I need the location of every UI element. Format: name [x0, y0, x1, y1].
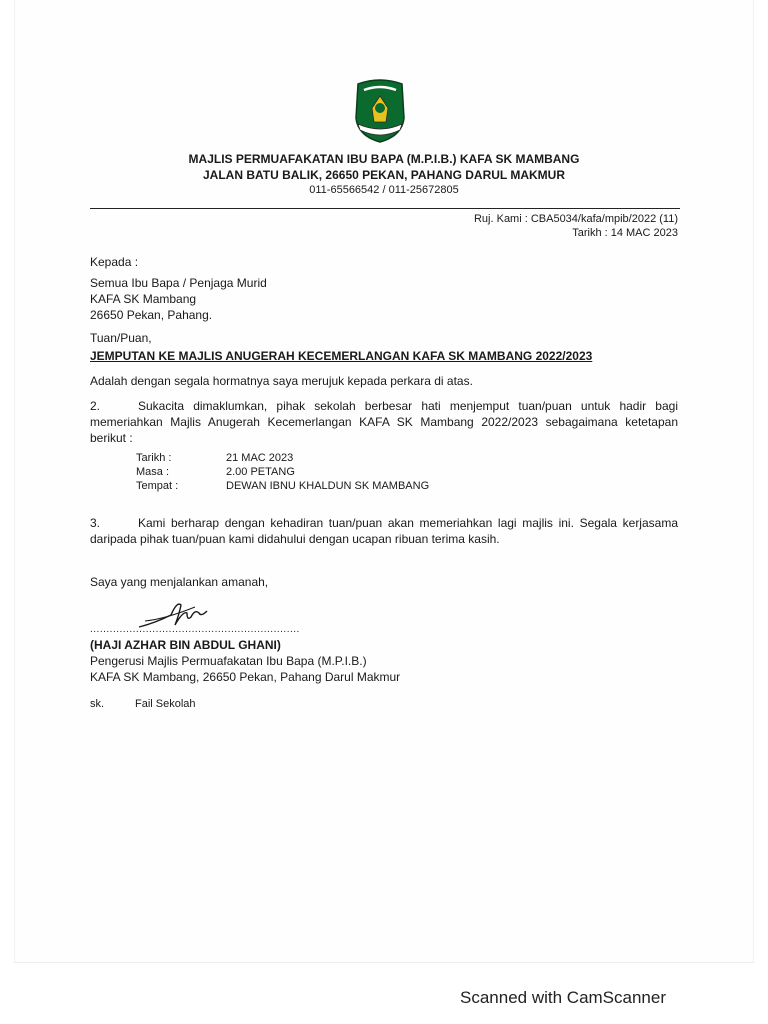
letter-date: Tarikh : 14 MAC 2023	[572, 227, 678, 239]
cc-label: sk.	[90, 698, 105, 710]
paragraph-text: Kami berharap dengan kehadiran tuan/puan akan memeriahkan lagi majlis ini. Segala kerjasama daripada pihak tuan/puan kami didahului dengan ucapan ribuan terima kasih.	[90, 516, 678, 546]
camscanner-watermark: Scanned with CamScanner	[460, 988, 667, 1007]
detail-value: 2.00 PETANG	[226, 466, 295, 478]
detail-value: DEWAN IBNU KHALDUN SK MAMBANG	[226, 480, 430, 492]
signer-address: KAFA SK Mambang, 26650 Pekan, Pahang Darul Makmur	[90, 670, 401, 684]
salutation: Tuan/Puan,	[90, 331, 152, 345]
signer-position: Pengerusi Majlis Permuafakatan Ibu Bapa (M.P.I.B.)	[90, 654, 367, 668]
reference-number: Ruj. Kami : CBA5034/kafa/mpib/2022 (11)	[473, 213, 678, 225]
org-name: MAJLIS PERMUAFAKATAN IBU BAPA (M.P.I.B.) KAFA SK MAMBANG	[188, 152, 580, 166]
detail-label: Tarikh :	[136, 452, 172, 464]
header-divider	[90, 208, 680, 209]
detail-label: Masa :	[136, 466, 170, 478]
paragraph-text: Sukacita dimaklumkan, pihak sekolah berbesar hati menjemput tuan/puan untuk hadir bagi memeriahkan Majlis Anugerah Kecemerlangan KAFA SK Mambang 2022/2023 sebagaimana ketetapan berikut :	[90, 399, 678, 445]
org-phone: 011-65566542 / 011-25672805	[309, 184, 459, 196]
paragraph-number: 3.	[90, 516, 101, 530]
signer-name: (HAJI AZHAR BIN ABDUL GHANI)	[90, 638, 281, 652]
letter-title: JEMPUTAN KE MAJLIS ANUGERAH KECEMERLANGAN KAFA SK MAMBANG 2022/2023	[90, 349, 593, 363]
recipient-line: KAFA SK Mambang	[90, 292, 197, 306]
recipient-line: Semua Ibu Bapa / Penjaga Murid	[90, 276, 267, 290]
cc-value: Fail Sekolah	[135, 698, 196, 710]
intro-paragraph: Adalah dengan segala hormatnya saya merujuk kepada perkara di atas.	[90, 374, 473, 388]
paragraph-3	[90, 515, 678, 547]
detail-label: Tempat :	[136, 480, 179, 492]
paragraph-2	[90, 398, 678, 446]
closing: Saya yang menjalankan amanah,	[90, 575, 269, 589]
school-crest-logo	[350, 78, 410, 144]
signature-line: ................................................................	[90, 624, 300, 635]
org-address: JALAN BATU BALIK, 26650 PEKAN, PAHANG DARUL MAKMUR	[202, 168, 566, 182]
kepada-label: Kepada :	[90, 255, 139, 269]
paragraph-number: 2.	[90, 399, 101, 413]
recipient-line: 26650 Pekan, Pahang.	[90, 308, 213, 322]
detail-value: 21 MAC 2023	[226, 452, 294, 464]
